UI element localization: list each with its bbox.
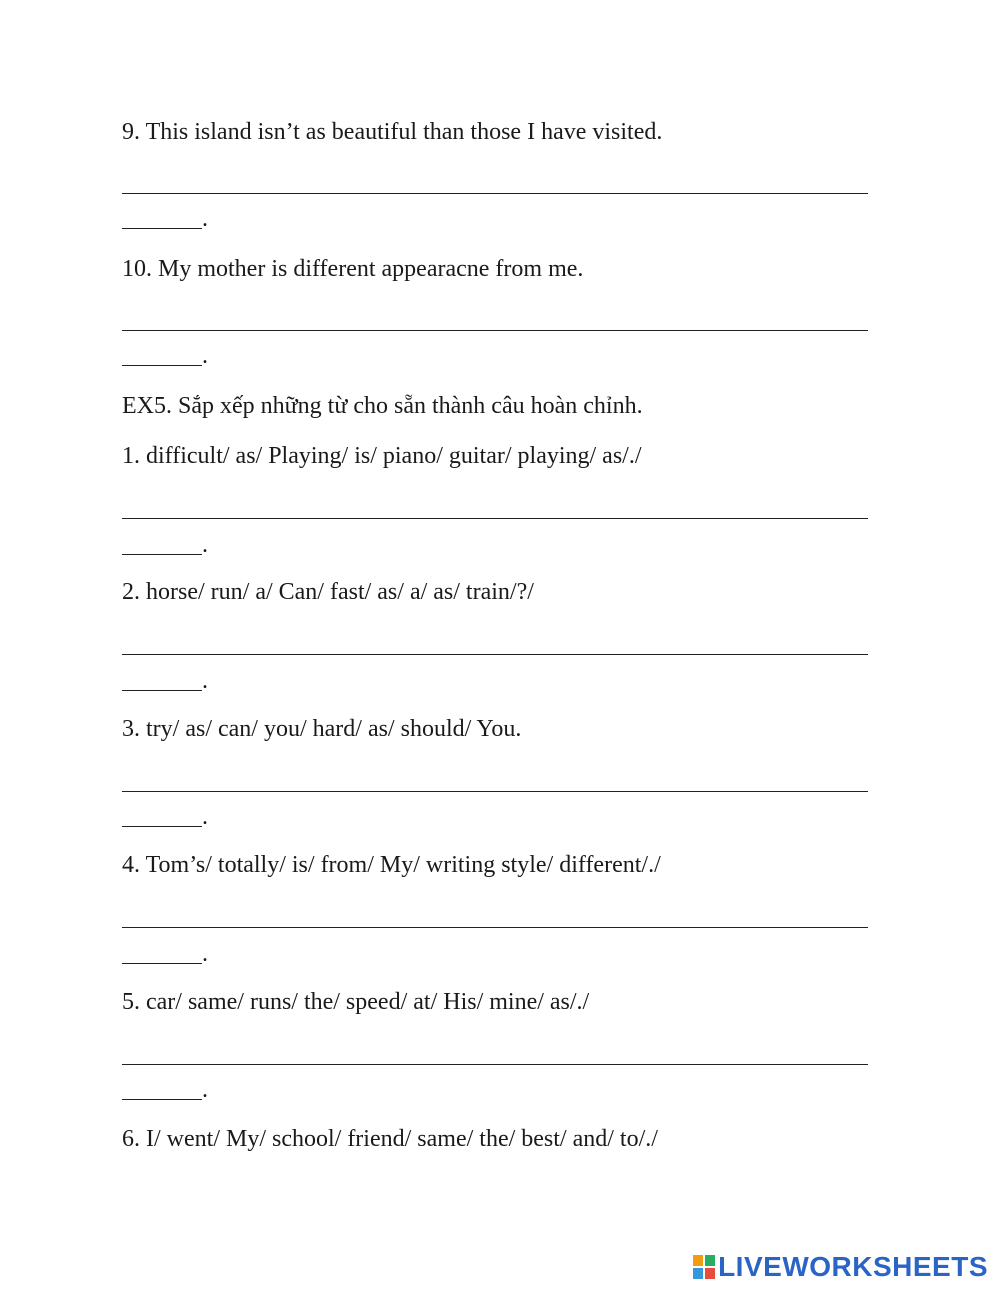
exercise-5-heading: EX5. Sắp xếp những từ cho sẵn thành câu hoàn chỉnh. — [122, 393, 643, 419]
answer-line-end[interactable]: . — [122, 670, 208, 698]
answer-line[interactable] — [122, 791, 868, 792]
answer-line[interactable] — [122, 1064, 868, 1065]
answer-line-end[interactable]: . — [122, 943, 208, 971]
answer-line-end[interactable]: . — [122, 806, 208, 834]
logo-text: LIVEWORKSHEETS — [718, 1251, 988, 1282]
ex5-question-6: 6. I/ went/ My/ school/ friend/ same/ the/ best/ and/ to/./ — [122, 1126, 658, 1152]
answer-line-end[interactable]: . — [122, 208, 208, 236]
liveworksheets-logo-icon — [693, 1255, 715, 1279]
ex5-question-1: 1. difficult/ as/ Playing/ is/ piano/ guitar/ playing/ as/./ — [122, 443, 642, 469]
answer-line[interactable] — [122, 518, 868, 519]
answer-line-end[interactable]: . — [122, 534, 208, 562]
answer-line-end[interactable]: . — [122, 1079, 208, 1107]
answer-line[interactable] — [122, 654, 868, 655]
ex5-question-3: 3. try/ as/ can/ you/ hard/ as/ should/ You. — [122, 716, 522, 742]
question-10: 10. My mother is different appearacne from me. — [122, 256, 584, 282]
answer-line[interactable] — [122, 927, 868, 928]
ex5-question-2: 2. horse/ run/ a/ Can/ fast/ as/ a/ as/ train/?/ — [122, 579, 534, 605]
answer-line[interactable] — [122, 330, 868, 331]
question-9: 9. This island isn’t as beautiful than those I have visited. — [122, 119, 663, 145]
liveworksheets-logo — [693, 1250, 988, 1284]
answer-line[interactable] — [122, 193, 868, 194]
answer-line-end[interactable]: . — [122, 345, 208, 373]
ex5-question-4: 4. Tom’s/ totally/ is/ from/ My/ writing style/ different/./ — [122, 852, 661, 878]
ex5-question-5: 5. car/ same/ runs/ the/ speed/ at/ His/ mine/ as/./ — [122, 989, 590, 1015]
